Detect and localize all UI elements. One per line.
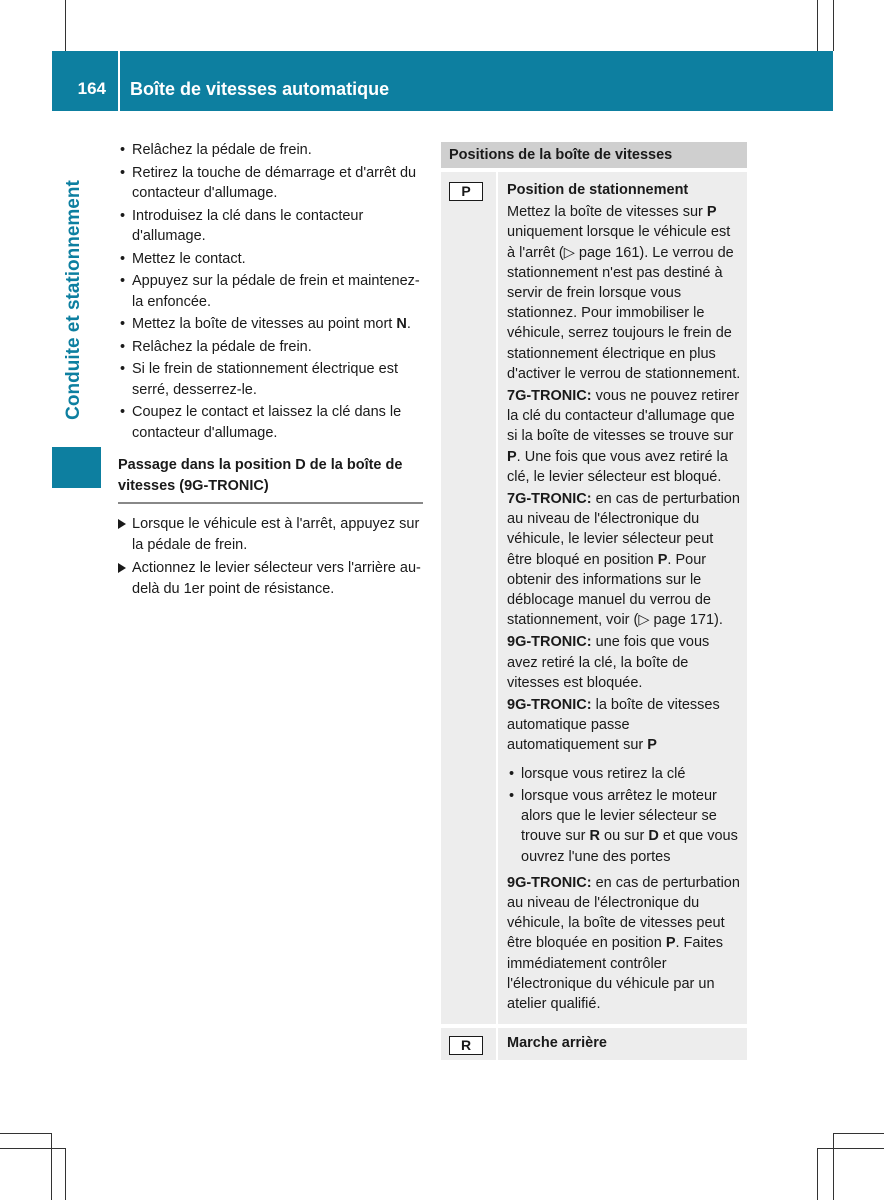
list-item bbox=[118, 314, 423, 335]
item-text: . bbox=[406, 316, 411, 332]
text: en cas de perturbation au niveau de l'électronique du véhicule, le levier sélecteur peut être bloqué en position bbox=[507, 491, 740, 568]
step-text: Lorsque le véhicule est à l'arrêt, appuyez sur la pédale de frein. bbox=[132, 516, 420, 553]
gear-letter: D bbox=[648, 828, 659, 845]
step-text: Actionnez le levier sélecteur vers l'arrière au-delà du 1er point de résistance. bbox=[132, 560, 421, 597]
chapter-tab bbox=[52, 447, 101, 488]
list-item bbox=[507, 786, 741, 867]
list-item: • Retirez la touche de démarrage et d'arrêt du contacteur d'allumage. bbox=[118, 163, 423, 204]
gear-letter: P bbox=[647, 737, 657, 754]
crop-mark bbox=[833, 0, 834, 51]
text: Mettez la boîte de vitesses sur bbox=[507, 204, 707, 221]
gear-letter: R bbox=[589, 828, 600, 845]
crop-mark bbox=[833, 1133, 884, 1134]
chapter-label: Conduite et stationnement bbox=[63, 180, 84, 420]
paragraph bbox=[507, 632, 741, 693]
crop-mark bbox=[817, 0, 818, 51]
arrow-right-icon bbox=[118, 563, 126, 573]
left-column bbox=[118, 140, 423, 602]
crop-mark bbox=[817, 1148, 884, 1149]
list-item: • Appuyez sur la pédale de frein et maintenez-la enfoncée. bbox=[118, 271, 423, 312]
model-label: 7G-TRONIC: bbox=[507, 388, 592, 405]
row-title: Position de stationnement bbox=[507, 182, 689, 198]
paragraph bbox=[507, 695, 741, 756]
text: uniquement lorsque le véhicule est à l'arrêt (▷ page 161). Le verrou de stationnement n'est pas destiné à servir de frein lorsque vous stationnez. Pour immobiliser le véhicule, serrez toujours le frein de stationnement électrique en plus d'activer le verrou de stationnement. bbox=[507, 224, 741, 382]
condition-list bbox=[507, 764, 741, 867]
header-divider bbox=[118, 51, 120, 111]
list-item: • lorsque vous retirez la clé bbox=[507, 764, 741, 784]
table-heading: Positions de la boîte de vitesses bbox=[441, 142, 747, 168]
page-header bbox=[52, 51, 833, 111]
crop-mark bbox=[817, 1148, 818, 1200]
text: . Faites immédiatement contrôler l'électronique du véhicule par un atelier qualifié. bbox=[507, 935, 724, 1012]
list-item: • Si le frein de stationnement électrique est serré, desserrez-le. bbox=[118, 359, 423, 400]
crop-mark bbox=[65, 0, 66, 51]
gear-letter: P bbox=[665, 935, 676, 952]
model-label: 9G-TRONIC: bbox=[507, 874, 592, 891]
list-item: • Relâchez la pédale de frein. bbox=[118, 140, 423, 161]
gear-positions-table bbox=[441, 142, 747, 1060]
gear-key-p: P bbox=[449, 182, 483, 201]
model-label: 7G-TRONIC: bbox=[507, 491, 592, 508]
gear-letter: P bbox=[706, 204, 717, 221]
text: en cas de perturbation au niveau de l'électronique du véhicule, la boîte de vitesses peut être bloquée en position bbox=[507, 874, 740, 952]
paragraph bbox=[507, 386, 741, 487]
gear-key-r: R bbox=[449, 1036, 483, 1055]
description-cell bbox=[498, 1028, 747, 1060]
crop-mark bbox=[833, 1133, 834, 1200]
step-list bbox=[118, 514, 423, 599]
item-text: Mettez la boîte de vitesses au point mort bbox=[132, 316, 397, 332]
text: une fois que vous avez retiré la clé, la boîte de vitesses est bloquée. bbox=[507, 634, 710, 691]
arrow-right-icon bbox=[118, 519, 126, 529]
text: vous ne pouvez retirer la clé du contacteur d'allumage que si la boîte de vitesses se trouve sur bbox=[507, 388, 740, 445]
crop-mark bbox=[0, 1133, 51, 1134]
list-item: • Mettez le contact. bbox=[118, 249, 423, 270]
model-label: 9G-TRONIC: bbox=[507, 697, 592, 714]
description-cell bbox=[498, 172, 747, 1024]
gear-letter: P bbox=[657, 551, 668, 568]
table-row bbox=[441, 1028, 747, 1060]
text: . Une fois que vous avez retiré la clé, le levier sélecteur est bloqué. bbox=[507, 448, 728, 485]
section-heading: Passage dans la position D de la boîte de vitesses (9G-TRONIC) bbox=[118, 455, 423, 504]
paragraph bbox=[507, 202, 741, 384]
list-item: • Relâchez la pédale de frein. bbox=[118, 337, 423, 358]
text: la boîte de vitesses automatique passe automatiquement sur bbox=[507, 697, 720, 754]
crop-mark bbox=[0, 1148, 65, 1149]
key-cell bbox=[441, 172, 496, 1024]
gear-letter: N bbox=[396, 316, 407, 332]
crop-mark bbox=[51, 1133, 52, 1200]
key-cell bbox=[441, 1028, 496, 1060]
list-item: • Introduisez la clé dans le contacteur d'allumage. bbox=[118, 206, 423, 247]
row-title: Marche arrière bbox=[507, 1035, 607, 1052]
gear-letter: P bbox=[507, 448, 517, 465]
paragraph bbox=[507, 873, 741, 1014]
text: ou sur bbox=[599, 828, 649, 845]
text: lorsque vous arrêtez le moteur alors que le levier sélecteur se trouve sur bbox=[521, 787, 717, 845]
list-item: • Coupez le contact et laissez la clé dans le contacteur d'allumage. bbox=[118, 402, 423, 443]
step-item bbox=[118, 558, 423, 599]
instruction-list bbox=[118, 140, 423, 443]
crop-mark bbox=[65, 1148, 66, 1200]
text: . Pour obtenir des informations sur le déblocage manuel du verrou de stationnement, voir (▷ page 171). bbox=[507, 551, 723, 629]
text: et que vous ouvrez l'une des portes bbox=[521, 828, 738, 865]
step-item bbox=[118, 514, 423, 555]
page-number: 164 bbox=[77, 79, 106, 98]
page-title: Boîte de vitesses automatique bbox=[130, 79, 390, 99]
model-label: 9G-TRONIC: bbox=[507, 634, 592, 651]
table-row bbox=[441, 172, 747, 1024]
paragraph bbox=[507, 489, 741, 630]
